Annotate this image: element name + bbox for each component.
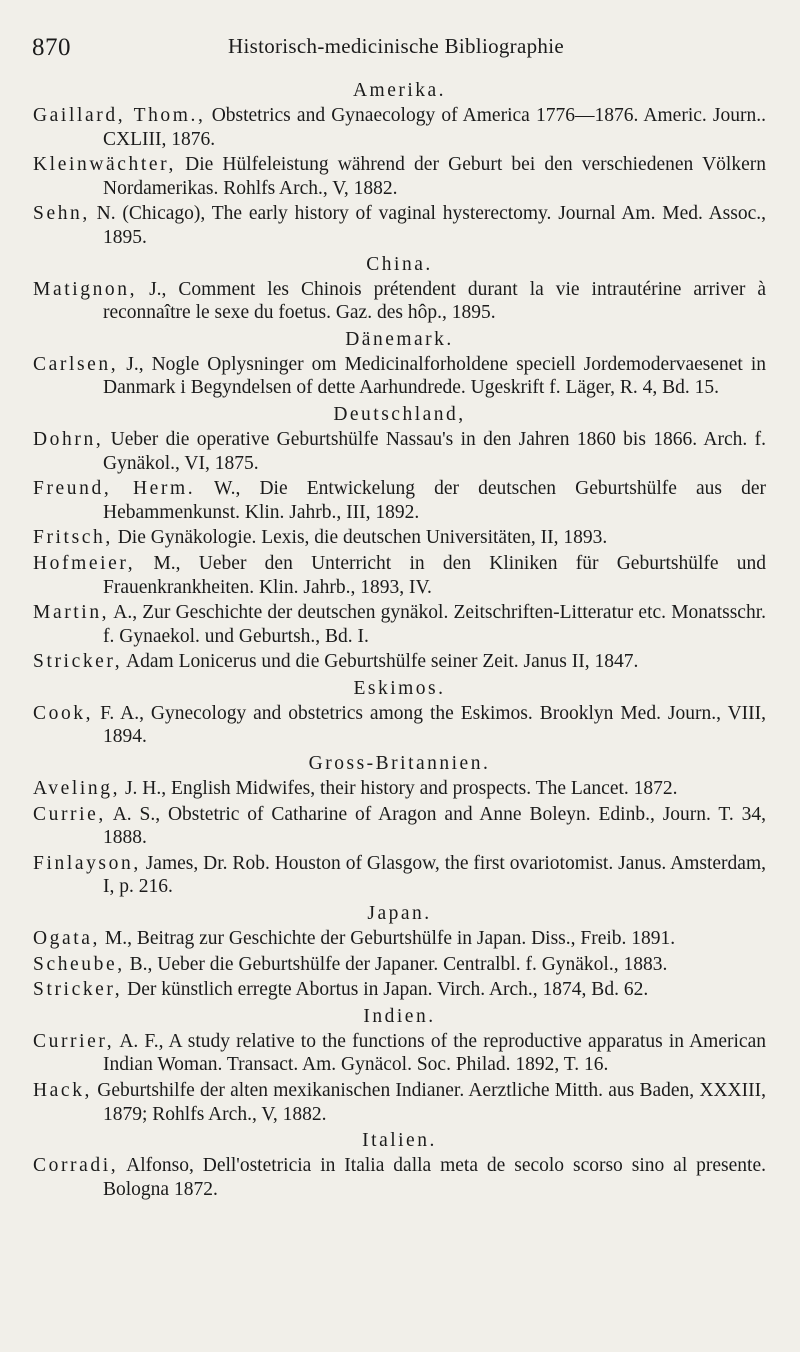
- section-heading: Italien.: [362, 1130, 437, 1152]
- entry-author: Cook,: [33, 702, 94, 724]
- entry-text: B., Ueber die Geburtshülfe der Japaner. Centralbl. f. Gynäkol., 1883.: [129, 953, 668, 975]
- entry-author: Matignon,: [33, 278, 138, 300]
- entry-text: Alfonso, Dell'ostetricia in Italia dalla meta de secolo scorso sino al presente. Bologna 1872.: [103, 1155, 766, 1200]
- section-heading: Dänemark.: [345, 328, 454, 350]
- section-heading: Deutschland,: [333, 403, 466, 425]
- bibliography-entry: [33, 953, 766, 977]
- bibliography-entry: [33, 1079, 766, 1126]
- section-heading: Gross-Britannien.: [308, 753, 491, 775]
- bibliography-entry: [33, 702, 766, 749]
- entry-text: A. S., Obstetric of Catharine of Aragon and Anne Boleyn. Edinb., Journ. T. 34, 1888.: [103, 803, 766, 849]
- entry-author: Kleinwächter,: [33, 154, 176, 176]
- bibliography-entry: [33, 978, 766, 1002]
- entry-text: A. F., A study relative to the functions of the reproductive apparatus in American Indian Woman. Transact. Am. Gynäcol. Soc. Philad. 1892, T. 16.: [103, 1030, 766, 1076]
- bibliography-entry: [33, 353, 766, 400]
- section-heading: Eskimos.: [353, 677, 446, 699]
- section-heading: Japan.: [367, 903, 432, 925]
- entry-text: Die Hülfeleistung während der Geburt bei den verschiedenen Völkern Nordamerikas. Rohlfs Arch., V, 1882.: [103, 154, 766, 199]
- bibliography-entry: [33, 927, 766, 951]
- bibliography-entry: [33, 202, 766, 249]
- entry-author: Stricker,: [33, 979, 123, 1001]
- entry-author: Finlayson,: [33, 852, 141, 874]
- bibliography-content: [33, 78, 766, 1203]
- entry-text: Der künstlich erregte Abortus in Japan. Virch. Arch., 1874, Bd. 62.: [127, 979, 649, 1001]
- running-title: Historisch-medicinische Bibliographie: [228, 34, 564, 58]
- entry-author: Hack,: [33, 1080, 93, 1101]
- entry-text: W., Die Entwickelung der deutschen Geburtshülfe aus der Hebammenkunst. Klin. Jahrb., III, 1892.: [103, 478, 766, 523]
- entry-text: Die Gynäkologie. Lexis, die deutschen Universitäten, II, 1893.: [117, 527, 608, 549]
- entry-author: Fritsch,: [33, 527, 113, 549]
- entry-author: Gaillard, Thom.,: [33, 105, 206, 126]
- entry-author: Aveling,: [33, 778, 121, 800]
- bibliography-entry: [33, 278, 766, 325]
- entry-author: Dohrn,: [33, 428, 104, 450]
- running-head: [0, 28, 800, 68]
- section-heading: Indien.: [363, 1005, 436, 1027]
- entry-text: Geburtshilfe der alten mexikanischen Indianer. Aerztliche Mitth. aus Baden, XXXIII, 1879; Rohlfs Arch., V, 1882.: [97, 1080, 766, 1125]
- entry-text: A., Zur Geschichte der deutschen gynäkol. Zeitschriften-Litteratur etc. Monatsschr. f. Gynaekol. und Geburtsh., Bd. I.: [103, 602, 766, 647]
- entry-text: N. (Chicago), The early history of vaginal hysterectomy. Journal Am. Med. Assoc., 1895.: [96, 203, 766, 248]
- entry-author: Hofmeier,: [33, 552, 136, 574]
- entry-text: J., Comment les Chinois prétendent durant la vie intrautérine arriver à reconnaître le sexe du foetus. Gaz. des hôp., 1895.: [103, 278, 766, 324]
- entry-text: F. A., Gynecology and obstetrics among the Eskimos. Brooklyn Med. Journ., VIII, 1894.: [100, 702, 767, 748]
- entry-text: M., Beitrag zur Geschichte der Geburtshülfe in Japan. Diss., Freib. 1891.: [104, 928, 676, 950]
- entry-author: Scheube,: [33, 953, 125, 975]
- bibliography-entry: [33, 650, 766, 674]
- bibliography-entry: [33, 153, 766, 200]
- entry-author: Ogata,: [33, 928, 101, 950]
- entry-author: Stricker,: [33, 651, 123, 673]
- entry-author: Currie,: [33, 803, 106, 825]
- entry-text: J. H., English Midwifes, their history and prospects. The Lancet. 1872.: [124, 778, 678, 800]
- entry-author: Sehn,: [33, 203, 90, 225]
- entry-text: James, Dr. Rob. Houston of Glasgow, the first ovariotomist. Janus. Amsterdam, I, p. 216.: [103, 852, 766, 898]
- bibliography-entry: [33, 777, 766, 801]
- entry-text: M., Ueber den Unterricht in den Kliniken für Geburtshülfe und Frauenkrankheiten. Klin. Jahrb., 1893, IV.: [103, 552, 767, 598]
- bibliography-entry: [33, 104, 766, 151]
- entry-author: Currier,: [33, 1030, 115, 1052]
- bibliography-entry: [33, 526, 766, 550]
- entry-author: Carlsen,: [33, 353, 119, 375]
- entry-text: Obstetrics and Gynaecology of America 1776—1876. Americ. Journ.. CXLIII, 1876.: [103, 105, 767, 150]
- bibliography-entry: [33, 601, 766, 648]
- entry-author: Freund, Herm.: [33, 478, 196, 500]
- bibliography-entry: [33, 477, 766, 524]
- entry-author: Corradi,: [33, 1155, 119, 1177]
- page-number: 870: [32, 34, 71, 61]
- bibliography-entry: [33, 1030, 766, 1077]
- entry-text: Adam Lonicerus und die Geburtshülfe seiner Zeit. Janus II, 1847.: [126, 651, 639, 673]
- bibliography-entry: [33, 552, 766, 599]
- entry-author: Martin,: [33, 602, 110, 624]
- entry-text: Ueber die operative Geburtshülfe Nassau's in den Jahren 1860 bis 1866. Arch. f. Gynäkol., VI, 1875.: [103, 428, 766, 474]
- section-heading: Amerika.: [352, 80, 447, 101]
- entry-text: J., Nogle Oplysninger om Medicinalforholdene speciell Jordemodervaesenet in Danmark i Begyndelsen of dette Aarhundrede. Ugeskrift f. Läger, R. 4, Bd. 15.: [103, 353, 766, 399]
- bibliography-entry: [33, 852, 766, 899]
- bibliography-entry: [33, 428, 766, 475]
- bibliography-entry: [33, 1154, 766, 1201]
- section-heading: China.: [366, 253, 433, 275]
- bibliography-entry: [33, 803, 766, 850]
